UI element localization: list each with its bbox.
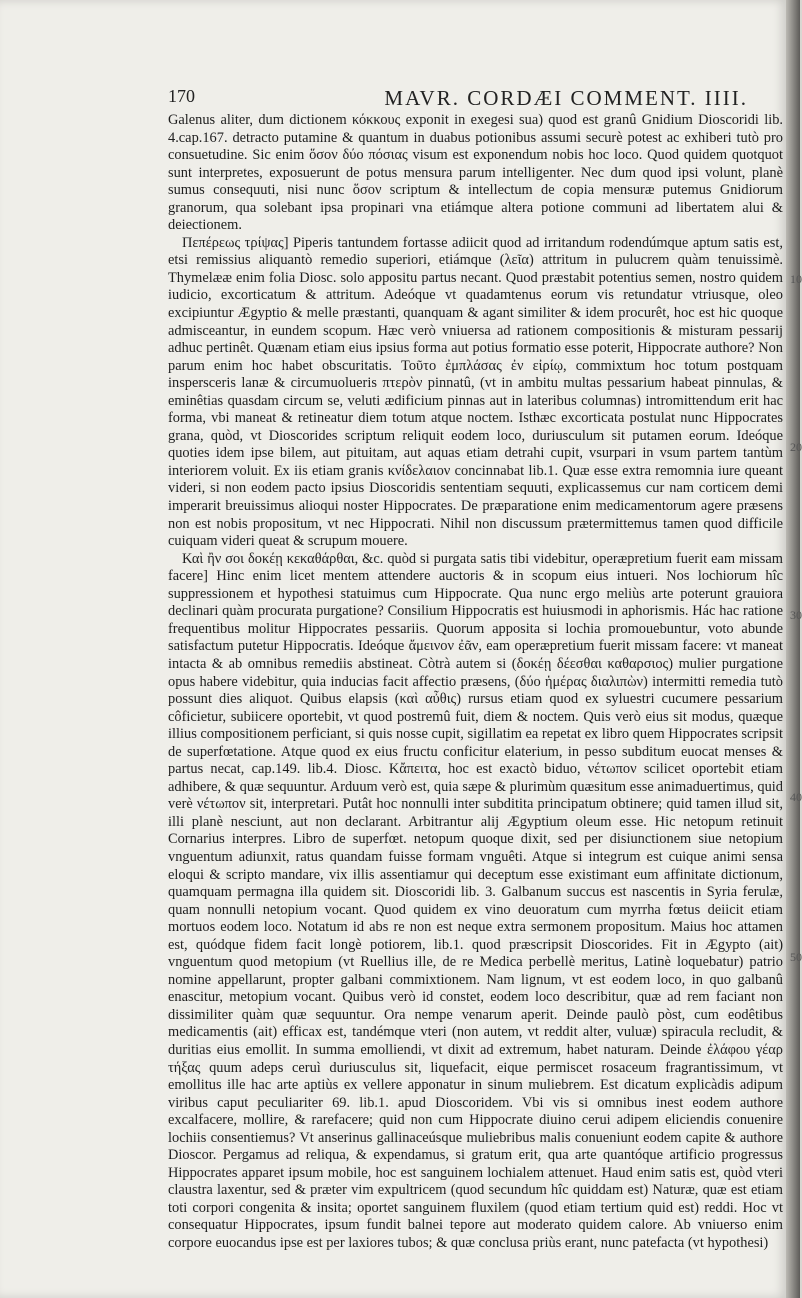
running-header (168, 86, 748, 111)
margin-line-number: 50 (790, 950, 802, 964)
body-text (168, 112, 783, 1253)
margin-line-number: 20 (790, 440, 802, 454)
paragraph: Καὶ ἢν σοι δοκέῃ κεκαθάρθαι, &c. quòd si purgata satis tibi videbitur, operæpretium fuerit eam missam facere] Hinc enim licet mentem attendere auctoris & in scopum eius intueri. Nos lochiorum hîc suppressionem et hypothesi statuimus cum Hippocrate. Qua nunc ergo meliùs arte poterunt grauiora declinari quàm procurata purgatione? Consilium Hippocratis est huiusmodi in aphorismis. Hác hac ratione frequentibus molitur Hippocrates pessariis. Quorum apposita si lochia promouebuntur, voto abunde satisfactum putetur Hippocratis. Ideóque ἄμεινον ἐᾶν, eam operæpretium fuerit missam facere: vt maneat intacta & ab omnibus remediis abstineat. Còtrà autem si (δοκέῃ δέεσθαι καθαρσιος) mulier purgatione opus habere videbitur, quia inducias facit affectio præsens, (δύο ἡμέρας διαλιπὼν) intermitti remedia tutò possunt dies aliquot. Quibus elapsis (καὶ αὖθις) rursus etiam quod ex syluestri cucumere pessarium côficietur, subiicere oportebit, vt quod postremû fuit, diem & noctem. Quis verò eius sit modus, quæque illius compositionem perficiant, si quis nosse cupit, sigillatim ea repetat ex libro quem Hippocrates scripsit de superfœtatione. Atque quod ex eius fructu conficitur elaterium, in pesso subditum euocat menses & partus necat, cap.149. lib.4. Diosc. Κἄπειτα, hoc est exactò biduo, νέτωπον scilicet oportebit etiam adhibere, & quæ sequuntur. Arduum verò est, quia sæpe & plurimùm quæsitum esse animaduertimus, quid verè νέτωπον sit, interpretari. Putât hoc nonnulli inter subditita principatum obtinere; quid tamen illud sit, illi planè nesciunt, aut non declarant. Arbitrantur alij Ægyptium oleum esse. Hic netopum retinuit Cornarius interpres. Libro de superfœt. netopum quoque dixit, sed per disiunctionem siue netopium vnguentum adiunxit, ratus quandam fuisse formam vnguêti. Atque si integrum est cuique animi sensa eloqui & scripto mandare, vix illis assentiamur qui deceptum esse existimant eum affinitate dictionum, quamquam permagna illa quidem sit. Dioscoridi lib. 3. Galbanum succus est nascentis in Syria ferulæ, quam nonnulli netopium vocant. Quod quidem ex vino deuoratum cum myrrha fœtus deiicit etiam mortuos eodem loco. Notatum id abs re non est neque extra sermonem propositum. Maius hoc attamen est, quódque fidem facit longè potiorem, lib.1. quod præscripsit Dioscorides. Fit in Ægypto (ait) vnguentum quod metopium (vt Ruellius ille, de re Medica perbellè meritus, Latinè loquebatur) patrio nomine appellarunt, propter galbani commixtionem. Nam lignum, vt est eodem loco, in quo galbanû enascitur, metopium vocant. Quibus verò id constet, eodem loco describitur, quæ ad rem faciant non dissimiliter quàm quæ sequuntur. Ora nempe venarum aperit. Deinde paulò pòst, cum eodêtibus medicamentis (ait) efficax est, tandémque vteri (non autem, vt reddit alter, vuluæ) spiracula recludit, & duritias eius emollit. In summa emolliendi, vt dixit ad extremum, habet naturam. Deinde ἐλάφου γέαρ τήξας quum adeps ceruì duriusculus sit, liquefacit, eique permiscet rosaceum fragrantissimum, vt emollitus ille hac arte aptiùs ex vellere apponatur in sinum muliebrem. Est dicatum explicàdis adipum viribus caput peculiariter 69. lib.1. apud Dioscoridem. Vbi vis si omnibus inest eodem authore excalfacere, mollire, & rarefacere; quid non cum Hippocrate diuino cerui adipem eliciendis conuenire lochiis consentiemus? Vt anserinus gallinaceúsque muliebribus malis conueniunt eodem capite & authore Dioscor. Pergamus ad reliqua, & expendamus, si gratum erit, qua arte quantóque artificio progressus Hippocrates apparet ipsum mobile, hoc est sanguinem lochialem attenuet. Haud enim satis est, quòd vteri claustra laxentur, sed & præter vim expultricem (quod secundum hîc quiddam est) Naturæ, quæ est etiam toti corpori congenita & insita; oportet sanguinem fluxilem (quod etiam tertium quid est) reddi. Hoc vt consequatur Hippocrates, ipsum fundit balnei tepore aut moderato quidem calore. Ab vniuerso enim corpore euocandus ipse est per laxiores tubos; & quæ conclusa priùs erant, nunc patefacta (vt hypothesi) (168, 550, 783, 1251)
page-number: 170 (168, 86, 195, 106)
paragraph: Πεπέρεως τρίψας] Piperis tantundem fortasse adiicit quod ad irritandum rodendúmque aptum satis est, etsi remissius aliquantò remedio superiori, etiámque (λεῖα) attritum in pulucrem quàm tenuissimè. Thymelææ enim folia Diosc. solo appositu partus necant. Quod præstabit potentius semen, nostro quidem iudicio, excorticatum & attritum. Adeóque vt quadamtenus eorum vis retundatur vtriusque, oleo excipiuntur Ægyptio & melle præstanti, quanquam & agant similiter & idem procurêt, hoc est hic quoque admisceantur, in eundem scopum. Hæc verò vniuersa ad rationem compositionis & misturam pessarij adhuc pertinêt. Quænam etiam eius ipsius forma aut potius formatio esse poterit, Hippocrate authore? Non parum enim hoc habet obscuritatis. Τοῦτο ἐμπλάσας ἐν εἰρίῳ, commixtum hoc totum postquam inspersceris lanæ & circumuolueris πτερὸν pinnatû, (vt in ambitu multas pessarium habeat pinnulas, & eminêtias quasdam circum se, veluti ædificium pinnas aut in lateribus columnas) intromittendum erit hac forma, vbi maneat & retineatur diem totum atque noctem. Isthæc excorticata postulat nunc Hippocrates grana, quòd, vt Dioscorides scriptum reliquit eodem loco, duriusculum sit putamen eorum. Ideóque quoties idem ipse bilem, aut pituitam, aut aquas etiam detrahi cupit, vsurpari in vsum partem tantùm interiorem voluit. Ex iis etiam granis κνίδελαιον concinnabat lib.1. Quæ esse extra remomnia iure queant videri, si non eodem pacto ipsius Dioscoridis sententiam sequuti, explicassemus cur nam corticem demi imperarit breuissimus alioqui noster Hippocrates. De præparatione enim medicamentorum agere præsens non est nobis propositum, vt nec Hippocrati. Nihil non discussum prætermittemus tamen quod difficile cuiquam videri queat & scrupum mouere. (168, 234, 783, 550)
margin-line-number: 10 (790, 272, 802, 286)
paragraph: Galenus aliter, dum dictionem κόκκους exponit in exegesi sua) quod est granû Gnidium Dioscoridi lib. 4.cap.167. detracto putamine & quantum in duabus potionibus assumi securè potest ac exhiberi tutò pro consuetudine. Sic enim ὅσον δύο πόσιας visum est exponendum nobis hoc loco. Quod quidem quotquot sunt interpretes, exposuerunt de potus mensura parum intelligenter. Nec dum quod ipsi volunt, planè sumus consequuti, nisi nunc ὅσον scriptum & intellectum de copia mensuræ putemus Gnidiorum granorum, qua solebant ipsa propinari vna etiámque altera potione communi ad libertatem alui & deiectionem. (168, 112, 783, 234)
running-title: MAVR. CORDÆI COMMENT. IIII. (384, 86, 748, 110)
page-edge-shadow (786, 0, 800, 1298)
margin-line-number: 40 (790, 790, 802, 804)
margin-line-number: 30 (790, 608, 802, 622)
